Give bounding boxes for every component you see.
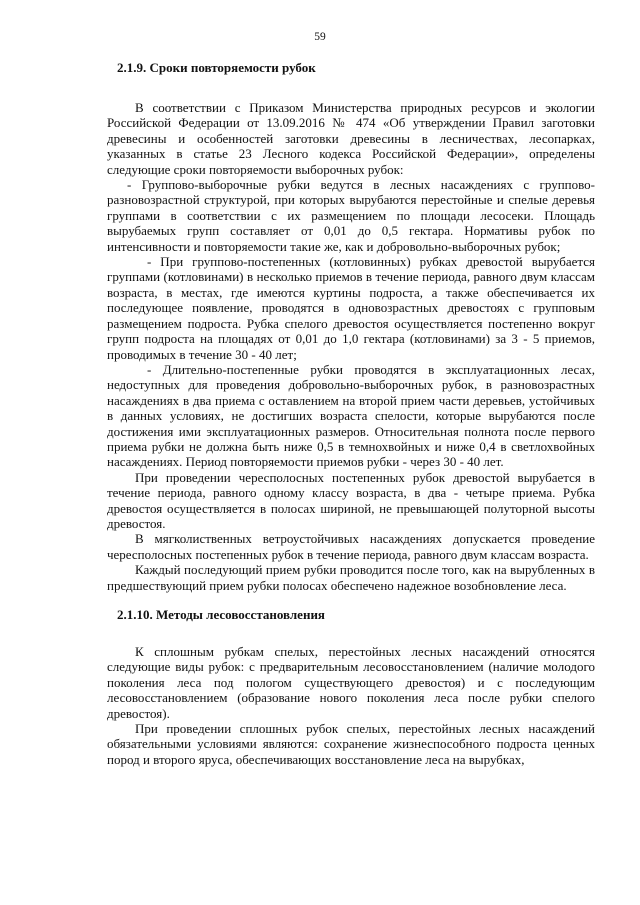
paragraph-intro: В соответствии с Приказом Министерства природных ресурсов и экологии Российской Федерации от 13.09.2016 № 474 «Об утверждении Правил заготовки древесины и особенностей заготовки древесины в лесничествах, лесопарках, указанных в статье 23 Лесного кодекса Российской Федерации», определены следующие сроки повторяемости выборочных рубок: (107, 100, 595, 177)
list-item-group-selective: - Группово-выборочные рубки ведутся в лесных насаждениях с группово-разновозрастной структурой, при которых вырубаются перестойные и спелые деревья группами в соответствии с их размещением по площади лесосеки. Площадь вырубаемых групп составляет от 0,01 до 0,5 гектара. Нормативы рубок по интенсивности и повторяемости такие же, как и добровольно-выборочных рубок; (107, 177, 595, 254)
list-item-long-gradual: - Длительно-постепенные рубки проводятся в эксплуатационных лесах, недоступных для проведения добровольно-выборочных рубок, в разновозрастных насаждениях в два приема с оставлением на второй прием части деревьев, устойчивых в данных условиях, не достигших возраста спелости, которые вырубаются после достижения ими эксплуатационных размеров. Относительная полнота после первого приема рубки не должна быть ниже 0,5 в темнохвойных и ниже 0,4 в светлохвойных насаждениях. Период повторяемости приемов рубки - через 30 - 40 лет. (107, 361, 595, 470)
paragraph-clear-cut-conditions: При проведении сплошных рубок спелых, перестойных лесных насаждений обязательными условиями являются: сохранение жизнеспособного подроста ценных пород и второго яруса, обеспечивающих восстановление леса на вырубках, (107, 721, 595, 767)
page-number: 59 (314, 31, 326, 43)
paragraph-softwood-stands: В мягколиственных ветроустойчивых насаждениях допускается проведение чересполосных постепенных рубок в течение периода, равного двум классам возраста. (107, 531, 595, 562)
list-item-group-gradual: - При группово-постепенных (котловинных) рубках древостой вырубается группами (котловинами) в несколько приемов в течение периода, равного двум классам возраста, в местах, где имеются куртины подроста, а также обеспечивается их последующее появление, проводятся в одновозрастных древостоях с групповым размещением подроста. Рубка спелого древостоя осуществляется постепенно вокруг групп подроста на площадях от 0,01 до 1,0 гектара (котловинами) за 3 - 5 приемов, проводимых в течение 30 - 40 лет; (107, 254, 595, 362)
paragraph-subsequent-felling: Каждый последующий прием рубки проводится после того, как на вырубленных в предшествующий прием рубки полосах обеспечено надежное возобновление леса. (107, 562, 595, 593)
page-content (107, 60, 595, 767)
paragraph-strip-felling: При проведении чересполосных постепенных рубок древостой вырубается в течение периода, равного одному классу возраста, в два - четыре приема. Рубка древостоя осуществляется в полосах шириной, не превышающей полуторной высоты древостоя. (107, 469, 595, 531)
section-heading-harvest-intervals: 2.1.9. Сроки повторяемости рубок (117, 60, 316, 75)
section-heading-reforestation-methods: 2.1.10. Методы лесовосстановления (117, 607, 325, 622)
paragraph-clear-cut-types: К сплошным рубкам спелых, перестойных лесных насаждений относятся следующие виды рубок: с предварительным лесовосстановлением (наличие молодого поколения леса под пологом существующего древостоя) и с последующим лесовосстановлением (образование нового поколения леса после рубки спелого древостоя). (107, 644, 595, 721)
